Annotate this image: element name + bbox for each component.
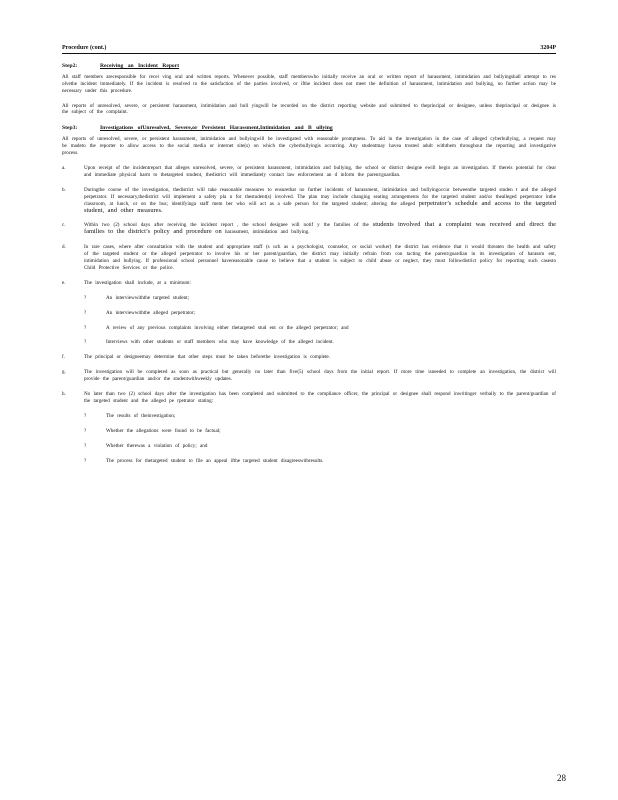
sub-item-text: The process for thetargeted student to file an appeal ifthe targeted student disagreeswithresults. (106, 457, 324, 464)
list-marker: c. (62, 222, 66, 229)
sub-item-h2 (62, 428, 556, 435)
sub-item-text: The results of theinvestigation; (106, 412, 176, 419)
list-marker: b. (62, 186, 66, 193)
header-policy-number: 3204P (540, 45, 556, 51)
list-text: Upon receipt of the incidentreport that alleges unresolved, severe, or persistent harassment, intimidation and bullying, the school or district designe ewill begin an investigation. If thereis potential for clear and immediate physical harm to thetargeted student, thedistrict will immediately contact law enforcement an d inform the parent/guardian. (84, 164, 557, 178)
sub-item-h4 (62, 458, 556, 465)
list-item-h (62, 391, 556, 405)
list-text-large: perpetrator’s schedule and access to the targeted student, and other measures. (84, 199, 556, 214)
list-text: The investigation shall include, at a minimum: (84, 279, 191, 286)
sub-item-e4 (62, 339, 556, 346)
sub-item-text: Interviews with other students or staff members who may have knowledge of the alleged incident. (106, 339, 334, 346)
page-header (62, 45, 556, 54)
sub-item-text: A review of any previous complaints involving either thetargeted stud ent or the alleged perpetrator; and (106, 324, 349, 331)
sub-item-h3 (62, 443, 556, 450)
step2-heading (62, 63, 556, 70)
list-text: No later than two (2) school days after the investigation has been completed and submitted to the compliance officer, the principal or designee shall respond inwritinger verbally to the parent/guardian of the targeted student and the alleged pe rpetrator stating: (84, 391, 556, 404)
sub-item-e1 (62, 295, 556, 302)
list-item-f (62, 354, 556, 361)
list-item-a (62, 165, 556, 179)
sub-item-text: Whether therewas a violation of policy; and (106, 442, 208, 449)
step2-paragraph-1: All staff members arecesponsible for recei ving oral and written reports. Whenever possible, staff memberswho initially receive an oral or written report of harassment, intimidation and bullyingshall attempt to res olvethe incident immediately. If the incident is resolved to the satisfaction of the parties involved, or ifthe incident does not meet the definition of harassment, intimidation and bullying, no further action may be necessary under this procedure. (62, 73, 556, 94)
step2-label: Step2: (62, 62, 78, 69)
step3-title: Investigations ofUnresolved, Severe,or Persistent Harassment,Intimidation and B ullying (100, 125, 333, 132)
sub-item-text: Whether the allegations were found to be factual; (106, 427, 221, 434)
bullet-marker: ? (84, 457, 87, 464)
list-item-g (62, 369, 556, 383)
bullet-marker: ? (84, 324, 87, 331)
list-item-d (62, 244, 556, 272)
bullet-marker: ? (84, 294, 87, 301)
sub-item-text: An interviewwiththe alleged perpetrator; (106, 309, 196, 316)
page-number: 28 (557, 773, 566, 783)
document-page (62, 45, 556, 465)
list-text: Within two (2) school days after receiving the incident report , the school designee will notif y the families of the (84, 222, 369, 229)
step2-title: Receiving an Incident Report (100, 62, 180, 69)
bullet-marker: ? (84, 427, 87, 434)
list-item-c (62, 222, 556, 236)
sub-item-h1 (62, 413, 556, 420)
list-text: In rare cases, where after consultation with the student and appropriate staff (s uch as a psychologist, counselor, or social worker) the district has evidence that it would threaten the health and safety of the targeted student or the alleged perpetrator to involve his or her parent/guardian, the district may initially refrain from con tacting the parent/guardian in its investigation of harassm ent, intimidation and bullying. If professional school personnel havereasonable cause to believe that a student is subject to child abuse or neglect, they must followdistrict policy for reporting such casesto Child Protective Services or the police. (84, 244, 556, 271)
list-marker: f. (62, 354, 65, 361)
step3-label: Step3: (62, 125, 78, 132)
sub-item-e3 (62, 325, 556, 332)
header-left: Procedure (cont.) (62, 45, 107, 51)
bullet-marker: ? (84, 412, 87, 419)
list-text: Duringthe course of the investigation, thedistrict will take reasonable measures to ensurethat no further incidents of harassment, intimidation and bullyingoccur betweenthe targeted studen t and the alleged perpetrator. If necessary,thedistrict will implement a safety pla n for thestudent(s) involved. The plan may include changing seating arrangements for the targeted student and/or thealleged perpetrator inthe classroom, at lunch, or on the bus; identifyinga staff mem ber who will act as a safe person for the targeted student; altering the alleged (84, 186, 556, 207)
list-marker: g. (62, 369, 66, 376)
list-marker: a. (62, 164, 66, 171)
list-text-large: students involved that a complaint was received and direct the families to the district’s policy and procedure on (84, 221, 557, 236)
step3-heading (62, 125, 556, 132)
list-text: The investigation will be completed as soon as practical but generally no later than five(5) school days from the initial report. If more time isneeded to complete an investigation, the district will provide the parent/guardian and/or the studentwithweekly updates. (84, 369, 556, 383)
step2-paragraph-2: All reports of unresolved, severe, or persistent harassment, intimidation and bull yingwill be recorded on the district reporting website and submitted to theprincipal or designee, unless theprincipal or designee is the subject of the complaint. (62, 102, 556, 116)
list-marker: e. (62, 279, 66, 286)
sub-item-text: An interviewwiththe targeted student; (106, 294, 190, 301)
list-item-b (62, 187, 556, 215)
list-item-e (62, 280, 556, 287)
bullet-marker: ? (84, 442, 87, 449)
sub-item-e2 (62, 310, 556, 317)
bullet-marker: ? (84, 339, 87, 346)
list-text: The principal or designeemay determine that other steps must be taken beforethe investigation is complete. (84, 354, 330, 361)
step3-paragraph-1: All reports of unresolved, severe, or persistent harassment, intimidation and bullyingwill be investigated with reasonable promptness. To aid in the investigation in the case of alleged cyberbullying, a request may be madeto the reporter to allow access to the social media or internet site(s) on which the cyberbullyingis occurring. Any studentmay havea trusted adult withthem throughout the reporting and investigative process. (62, 136, 556, 157)
list-marker: h. (62, 391, 66, 398)
list-marker: d. (62, 244, 66, 251)
list-text-end: harassment, intimidation and bullying. (224, 229, 310, 236)
bullet-marker: ? (84, 309, 87, 316)
